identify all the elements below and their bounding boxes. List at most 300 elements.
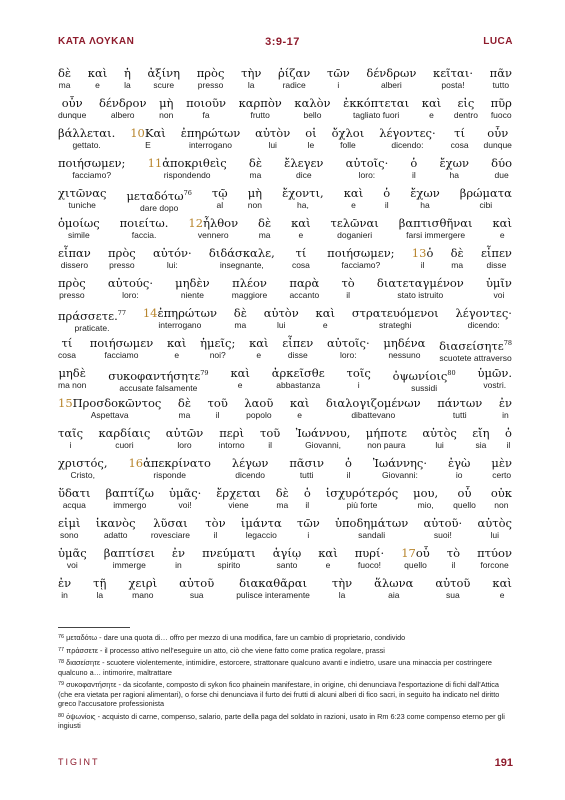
italian-gloss: lui: [435, 440, 444, 450]
word-pair: [278, 66, 310, 96]
word-pair: [289, 276, 319, 306]
word-pair: [232, 276, 267, 306]
greek-text: αὐτὸς: [422, 426, 457, 440]
greek-text: λέγων: [231, 456, 269, 470]
italian-gloss: fuoco: [490, 110, 512, 120]
word-pair: [179, 576, 214, 606]
greek-word: [58, 396, 161, 410]
greek-text: πρὸς: [108, 246, 136, 260]
greek-text: περὶ: [219, 426, 245, 440]
greek-text: μηδὲ: [58, 366, 86, 380]
greek-word: [332, 126, 365, 140]
greek-text: δὲ: [258, 216, 272, 230]
greek-text: εἰμὶ: [58, 516, 81, 530]
footnote-ref[interactable]: 77: [117, 309, 126, 317]
italian-gloss: voi: [493, 290, 505, 300]
italian-gloss: ma: [258, 230, 271, 240]
word-pair: [58, 66, 71, 96]
book-title-greek: ΚΑΤΑ ΛΟΥΚΑΝ: [58, 36, 135, 47]
word-pair: [208, 396, 228, 426]
italian-gloss: lui: [268, 140, 277, 150]
greek-text: αὐτόν·: [152, 246, 192, 260]
greek-text: λαοῦ: [244, 396, 274, 410]
word-pair: [401, 546, 430, 576]
greek-text: ὁ: [410, 156, 418, 170]
greek-text: τί: [295, 246, 307, 260]
greek-text: διαλογιζομένων: [325, 396, 421, 410]
publisher-name: TIGINT: [58, 757, 100, 767]
greek-text: ὑμῶν.: [477, 366, 512, 380]
italian-gloss: dicendo:: [467, 320, 500, 330]
greek-text: ἐπηρώτων: [180, 126, 241, 140]
word-pair: [58, 396, 161, 426]
word-pair: [120, 216, 169, 246]
word-pair: [232, 456, 269, 486]
greek-word: [346, 156, 389, 170]
greek-word: [106, 486, 154, 500]
greek-text: ποιείτω.: [119, 216, 169, 230]
interlinear-line: [58, 96, 512, 126]
greek-text: μὴ: [159, 96, 174, 110]
greek-word: [448, 456, 470, 470]
greek-text: ὁ: [344, 456, 352, 470]
italian-gloss: i: [69, 440, 72, 450]
greek-text: τί: [454, 126, 466, 140]
italian-gloss: sua: [446, 590, 460, 600]
greek-text: αὐτοῖς·: [345, 156, 389, 170]
word-pair: [58, 486, 91, 516]
word-pair: [239, 96, 282, 126]
italian-gloss: legaccio: [245, 530, 277, 540]
greek-text: δὲ: [233, 306, 247, 320]
word-pair: [90, 336, 154, 366]
footnote-ref[interactable]: 78: [503, 339, 512, 347]
word-pair: [272, 366, 325, 396]
footnote-ref[interactable]: 76: [183, 189, 192, 197]
word-pair: [366, 426, 407, 456]
word-pair: [455, 306, 511, 336]
greek-text: ἀρκεῖσθε: [271, 366, 325, 380]
greek-word: [58, 156, 125, 170]
word-pair: [172, 546, 185, 576]
greek-word: [197, 66, 225, 80]
greek-text: ὁ: [504, 426, 512, 440]
greek-word: [296, 426, 351, 440]
greek-text: τῶν: [296, 516, 320, 530]
greek-word: [491, 156, 512, 170]
greek-word: [327, 66, 350, 80]
greek-text: δύο: [491, 156, 512, 170]
greek-word: [241, 66, 261, 80]
greek-word: [490, 66, 512, 80]
greek-word: [62, 336, 73, 350]
italian-gloss: tutti: [299, 470, 314, 480]
italian-gloss: e: [351, 200, 356, 210]
footnote-number: 78: [58, 659, 65, 665]
greek-text: ἐν: [498, 396, 512, 410]
italian-gloss: e: [429, 110, 434, 120]
greek-word: [108, 366, 208, 383]
word-pair: [335, 516, 408, 546]
interlinear-line: [58, 396, 512, 426]
greek-text: τοῦ: [260, 426, 281, 440]
word-pair: [399, 216, 473, 246]
greek-word: [297, 516, 320, 530]
italian-gloss: spirito: [217, 560, 241, 570]
italian-gloss: e: [256, 350, 262, 360]
italian-gloss: bello: [303, 110, 322, 120]
greek-text: καρπὸν: [238, 96, 282, 110]
greek-word: [451, 246, 464, 260]
italian-gloss: ma: [178, 410, 191, 420]
italian-gloss: strateghi: [378, 320, 412, 330]
italian-gloss: albero: [110, 110, 135, 120]
footnote-text: συκοφαντήσητε - da sicofante, composto di sykon fico phainein manifestare, in origine, chi denunciava l'esportazione di fichi dall'Attica (che era vietata per ragioni alimentari), o forse chi denunciava il furto dei frutti di alcuni alberi di fico sacri, in seguito ha indicato nel diritto greco l'accusatore professionista: [58, 680, 500, 708]
italian-gloss: nessuno: [388, 350, 421, 360]
greek-word: [439, 156, 469, 170]
footnote-ref[interactable]: 79: [200, 369, 209, 377]
greek-text: οὐκ: [490, 486, 512, 500]
italian-gloss: la: [96, 590, 104, 600]
italian-gloss: loro:: [358, 170, 376, 180]
greek-word: [120, 216, 169, 230]
greek-word: [373, 456, 427, 470]
word-pair: [241, 516, 282, 546]
greek-word: [327, 246, 394, 260]
word-pair: [273, 546, 302, 576]
word-pair: [366, 66, 416, 96]
greek-text: αὐτὸν: [263, 306, 299, 320]
word-pair: [282, 186, 324, 216]
greek-word: [88, 66, 107, 80]
greek-text: μὴ: [247, 186, 263, 200]
italian-gloss: tagliato fuori: [353, 110, 400, 120]
greek-word: [481, 246, 512, 260]
running-header: [0, 36, 565, 50]
greek-word: [377, 276, 464, 290]
italian-gloss: cibi: [479, 200, 493, 210]
greek-word: [374, 576, 413, 590]
greek-word: [58, 126, 115, 140]
italian-gloss: e: [237, 380, 243, 390]
word-pair: [383, 186, 390, 216]
word-pair: [159, 96, 173, 126]
word-pair: [58, 516, 80, 546]
greek-word: [284, 156, 323, 170]
greek-text: εἶπεν: [282, 336, 314, 350]
italian-gloss: e: [298, 230, 304, 240]
word-pair: [126, 186, 191, 216]
word-pair: [492, 216, 511, 246]
greek-word: [200, 336, 235, 350]
greek-text: ὑμῖν: [485, 276, 512, 290]
greek-word: [273, 546, 302, 560]
word-pair: [296, 426, 351, 456]
greek-word: [282, 336, 313, 350]
italian-gloss: aia: [388, 590, 400, 600]
word-pair: [241, 66, 261, 96]
verse-number: 15: [58, 396, 73, 410]
greek-text: καὶ: [492, 576, 512, 590]
italian-gloss: in: [175, 560, 182, 570]
italian-gloss: interrogano: [158, 320, 202, 330]
italian-gloss: dibattevano: [351, 410, 396, 420]
greek-word: [128, 456, 210, 470]
footnote: [58, 680, 510, 709]
italian-gloss: e: [499, 590, 505, 600]
interlinear-text: [58, 66, 512, 606]
word-pair: [96, 516, 136, 546]
greek-text: πᾶσιν: [289, 456, 325, 470]
greek-word: [331, 216, 379, 230]
italian-gloss: dissero: [60, 260, 89, 270]
interlinear-line: [58, 516, 512, 546]
italian-gloss: adatto: [103, 530, 128, 540]
greek-text: αὐτῶν: [165, 426, 204, 440]
word-pair: [58, 216, 100, 246]
italian-gloss: il: [305, 500, 310, 510]
italian-gloss: presso: [59, 290, 85, 300]
italian-gloss: e: [297, 410, 302, 420]
greek-text: ποιήσωμεν;: [327, 246, 395, 260]
word-pair: [454, 96, 478, 126]
greek-text: καὶ: [343, 186, 364, 200]
italian-gloss: fuoco!: [357, 560, 382, 570]
word-pair: [58, 366, 86, 396]
interlinear-line: [58, 486, 512, 516]
greek-word: [296, 246, 307, 260]
italian-gloss: E: [145, 140, 151, 150]
word-pair: [58, 156, 125, 186]
greek-text: κεῖται·: [433, 66, 473, 80]
word-pair: [249, 156, 262, 186]
footnote-text: μεταδότω - dare una quota di… offro per mezzo di una modifica, fare un cambio di proprietario, condivido: [66, 633, 406, 642]
greek-text: Προσδοκῶντος: [72, 396, 162, 410]
word-pair: [58, 186, 106, 216]
italian-gloss: ma: [276, 500, 289, 510]
greek-text: τὴν: [331, 576, 353, 590]
footnote-number: 76: [58, 634, 65, 640]
word-pair: [58, 336, 76, 366]
greek-text: πῦρ: [490, 96, 512, 110]
word-pair: [453, 486, 476, 516]
greek-word: [216, 486, 261, 500]
greek-text: ποιήσωμεν: [89, 336, 154, 350]
greek-text: ἱκανὸς: [95, 516, 136, 530]
greek-text: λῦσαι: [153, 516, 188, 530]
italian-gloss: la: [338, 590, 346, 600]
greek-text: χειρὶ: [128, 576, 158, 590]
word-pair: [128, 456, 210, 486]
word-pair: [318, 546, 337, 576]
greek-text: οὖν: [61, 96, 83, 110]
greek-text: δὲ: [58, 66, 72, 80]
greek-word: [422, 426, 456, 440]
greek-text: ποιήσωμεν;: [58, 156, 126, 170]
word-pair: [481, 246, 512, 276]
word-pair: [108, 366, 208, 396]
italian-gloss: disse: [287, 350, 308, 360]
footnote-text: πράσσετε - il processo attivo nell'eseguire un atto, ciò che viene fatto come pratica regolare, prassi: [66, 645, 385, 655]
italian-gloss: mio,: [417, 500, 434, 510]
greek-word: [447, 546, 460, 560]
italian-gloss: gettato.: [72, 140, 101, 150]
word-pair: [58, 456, 107, 486]
greek-text: πνεύματι: [202, 546, 256, 560]
word-pair: [472, 426, 489, 456]
greek-word: [505, 426, 512, 440]
word-pair: [422, 96, 441, 126]
greek-text: πράσσετε.: [58, 308, 118, 323]
italian-gloss: dunque: [483, 140, 512, 150]
italian-gloss: il: [213, 530, 218, 540]
word-pair: [424, 516, 463, 546]
greek-text: δένδρον: [98, 96, 147, 110]
greek-text: εἶπεν: [480, 246, 512, 260]
italian-gloss: il: [268, 440, 273, 450]
italian-gloss: interrogano: [188, 140, 232, 150]
italian-gloss: lui: [276, 320, 286, 330]
italian-gloss: simile: [67, 230, 90, 240]
greek-text: καρδίαις: [98, 426, 151, 440]
greek-text: Καὶ: [144, 126, 166, 140]
word-pair: [292, 246, 310, 276]
italian-gloss: presso: [197, 80, 224, 90]
greek-text: ὑποδημάτων: [334, 516, 409, 530]
greek-text: εἰς: [457, 96, 475, 110]
word-pair: [255, 126, 290, 156]
greek-word: [413, 486, 438, 500]
greek-word: [99, 96, 146, 110]
greek-text: δὲ: [177, 396, 191, 410]
word-pair: [212, 186, 228, 216]
greek-text: βρώματα: [459, 186, 512, 200]
italian-gloss: sandali: [358, 530, 386, 540]
greek-text: ὁ: [426, 246, 434, 260]
word-pair: [343, 96, 409, 126]
italian-gloss: ma non: [58, 380, 87, 390]
word-pair: [347, 366, 371, 396]
word-pair: [188, 216, 238, 246]
chapter-verse-range: 3:9-17: [265, 36, 300, 48]
greek-word: [327, 336, 370, 350]
greek-text: ἔχων: [439, 156, 469, 170]
greek-text: τὸν: [205, 516, 226, 530]
italian-gloss: facciamo?: [341, 260, 381, 270]
footnote: [58, 712, 510, 731]
greek-word: [422, 96, 441, 110]
word-pair: [166, 426, 204, 456]
italian-gloss: tuniche: [68, 200, 96, 210]
italian-gloss: ma: [451, 260, 464, 270]
interlinear-line: [58, 336, 512, 366]
italian-gloss: Giovanni,: [305, 440, 341, 450]
word-pair: [341, 276, 354, 306]
italian-gloss: abbastanza: [276, 380, 321, 390]
greek-text: καὶ: [289, 396, 310, 410]
word-pair: [58, 576, 71, 606]
greek-word: [178, 396, 191, 410]
italian-gloss: fa: [202, 110, 210, 120]
italian-gloss: Giovanni:: [381, 470, 418, 480]
interlinear-line: [58, 126, 512, 156]
greek-word: [491, 456, 512, 470]
greek-word: [244, 396, 273, 410]
word-pair: [433, 66, 473, 96]
greek-text: αὐτοῖς·: [326, 336, 370, 350]
greek-word: [249, 156, 262, 170]
footnote-number: 77: [58, 646, 65, 653]
italian-gloss: ma: [249, 170, 262, 180]
word-pair: [209, 246, 275, 276]
italian-gloss: immergo: [113, 500, 147, 510]
italian-gloss: la: [247, 80, 255, 90]
greek-text: καὶ: [230, 366, 250, 380]
italian-gloss: cosa: [291, 260, 310, 270]
italian-gloss: scure: [153, 80, 175, 90]
word-pair: [276, 486, 289, 516]
word-pair: [439, 156, 469, 186]
word-pair: [143, 306, 217, 336]
word-pair: [491, 456, 512, 486]
word-pair: [491, 96, 512, 126]
greek-text: ῥίζαν: [278, 66, 311, 80]
greek-word: [410, 186, 440, 200]
greek-word: [316, 306, 335, 320]
greek-word: [58, 456, 107, 470]
italian-gloss: e: [325, 560, 331, 570]
interlinear-line: [58, 246, 512, 276]
greek-word: [255, 126, 290, 140]
footnote-divider: [58, 627, 130, 628]
italian-gloss: non: [159, 110, 174, 120]
interlinear-line: [58, 306, 512, 336]
footnote-ref[interactable]: 80: [447, 369, 456, 377]
greek-text: πᾶν: [489, 66, 512, 80]
word-pair: [148, 156, 227, 186]
word-pair: [290, 396, 309, 426]
word-pair: [186, 96, 226, 126]
word-pair: [151, 516, 190, 546]
italian-gloss: cuori: [115, 440, 134, 450]
greek-word: [347, 366, 371, 380]
greek-text: τί: [61, 336, 73, 350]
word-pair: [460, 186, 512, 216]
italian-gloss: stato istruito: [397, 290, 444, 300]
verse-number: 13: [411, 246, 427, 260]
word-pair: [326, 486, 398, 516]
footnote-number: 79: [58, 681, 65, 687]
word-pair: [294, 96, 330, 126]
word-pair: [58, 426, 83, 456]
italian-gloss: niente: [180, 290, 204, 300]
italian-gloss: forcone: [480, 560, 509, 570]
word-pair: [234, 306, 247, 336]
greek-word: [153, 516, 187, 530]
italian-gloss: non paura: [367, 440, 406, 450]
greek-word: [477, 516, 511, 530]
italian-gloss: tutto: [492, 80, 510, 90]
italian-gloss: i: [357, 380, 360, 390]
word-pair: [216, 486, 261, 516]
italian-gloss: viene: [228, 500, 249, 510]
greek-text: πλέον: [232, 276, 267, 290]
word-pair: [108, 276, 153, 306]
word-pair: [331, 216, 379, 246]
greek-word: [355, 546, 384, 560]
word-pair: [58, 246, 91, 276]
word-pair: [410, 156, 417, 186]
